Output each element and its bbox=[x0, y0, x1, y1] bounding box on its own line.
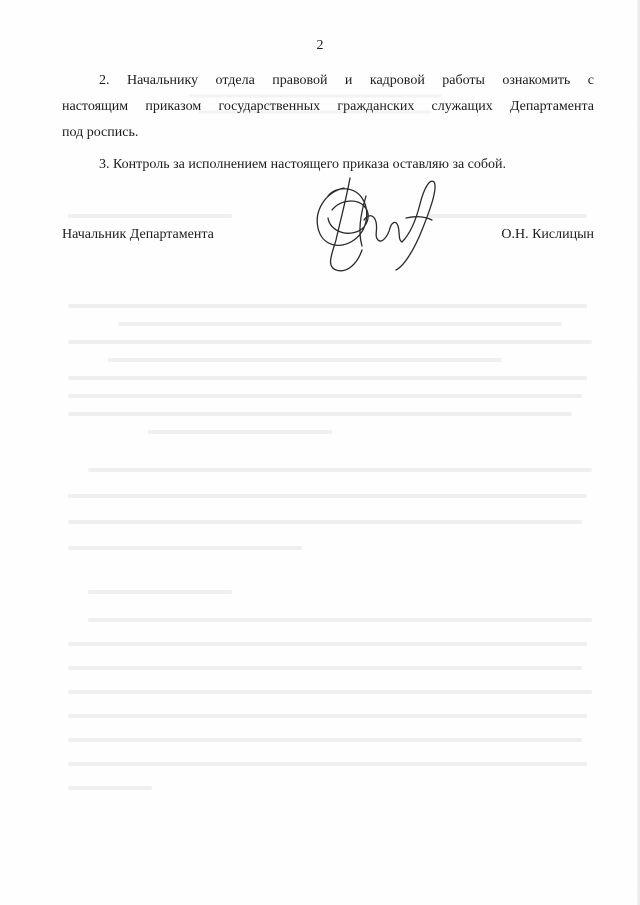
paragraph-line: 3. Контроль за исполнением настоящего приказа оставляю за собой. bbox=[99, 157, 507, 172]
document-body bbox=[62, 68, 594, 178]
paragraph-line: 2. Начальнику отдела правовой и кадровой работы ознакомить с bbox=[99, 73, 594, 88]
signature-block bbox=[62, 222, 594, 248]
paragraph-line: под роспись. bbox=[62, 125, 139, 140]
page-number: 2 bbox=[316, 38, 324, 53]
paragraph-item-2 bbox=[62, 68, 594, 146]
signatory-name: О.Н. Кислицын bbox=[501, 227, 594, 242]
paragraph-line: настоящим приказом государственных гражданских служащих Департамента bbox=[62, 99, 594, 114]
signatory-title: Начальник Департамента bbox=[62, 227, 214, 242]
